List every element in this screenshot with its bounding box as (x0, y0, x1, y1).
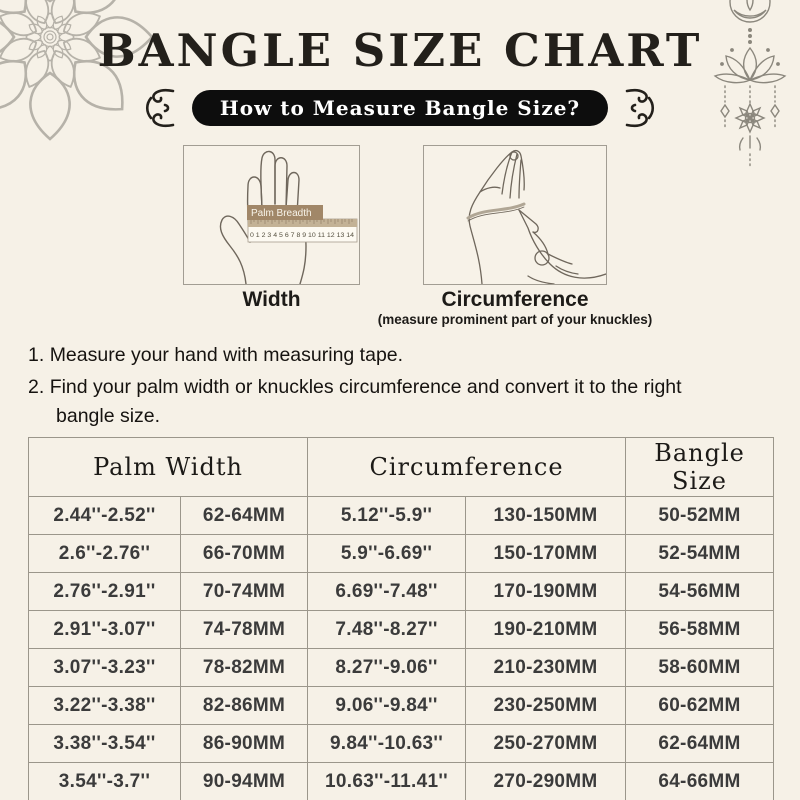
instruction-item (28, 341, 738, 370)
table-cell: 8.27''-9.06'' (308, 649, 466, 687)
ruler-numbers: 0 1 2 3 4 5 6 7 8 9 10 11 12 13 14 (250, 233, 355, 239)
width-diagram-box (183, 145, 360, 285)
instruction-text: Find your palm width or knuckles circumference and convert it to the right bangle size. (49, 376, 682, 427)
table-cell: 5.12''-5.9'' (308, 497, 466, 535)
table-cell: 86-90MM (181, 725, 308, 763)
table-cell: 58-60MM (626, 649, 774, 687)
table-cell: 3.54''-3.7'' (29, 763, 181, 800)
table-cell: 64-66MM (626, 763, 774, 800)
table-cell: 2.91''-3.07'' (29, 611, 181, 649)
table-cell: 2.6''-2.76'' (29, 535, 181, 573)
table-row (29, 535, 774, 573)
table-cell: 70-74MM (181, 573, 308, 611)
page-title: BANGLE SIZE CHART (97, 24, 703, 77)
table-row (29, 763, 774, 800)
instruction-item (28, 373, 738, 431)
instruction-number: 2. (28, 376, 45, 398)
table-cell: 52-54MM (626, 535, 774, 573)
table-cell: 6.69''-7.48'' (308, 573, 466, 611)
header-bangle-size: Bangle Size (626, 438, 774, 497)
hand-circumference-icon (424, 146, 606, 284)
table-cell: 10.63''-11.41'' (308, 763, 466, 800)
table-cell: 54-56MM (626, 573, 774, 611)
how-to-measure-badge: How to Measure Bangle Size? (192, 90, 608, 126)
instruction-text: Measure your hand with measuring tape. (49, 344, 404, 366)
table-cell: 270-290MM (466, 763, 626, 800)
table-cell: 3.38''-3.54'' (29, 725, 181, 763)
table-cell: 3.22''-3.38'' (29, 687, 181, 725)
table-cell: 2.76''-2.91'' (29, 573, 181, 611)
table-cell: 7.48''-8.27'' (308, 611, 466, 649)
hand-width-icon (184, 146, 359, 284)
table-cell: 9.06''-9.84'' (308, 687, 466, 725)
table-cell: 230-250MM (466, 687, 626, 725)
table-cell: 66-70MM (181, 535, 308, 573)
table-cell: 82-86MM (181, 687, 308, 725)
palm-breadth-label: Palm Breadth (251, 208, 312, 219)
flourish-right-icon (621, 86, 657, 130)
table-cell: 150-170MM (466, 535, 626, 573)
table-cell: 78-82MM (181, 649, 308, 687)
table-cell: 56-58MM (626, 611, 774, 649)
table-cell: 9.84''-10.63'' (308, 725, 466, 763)
table-cell: 62-64MM (626, 725, 774, 763)
table-cell: 74-78MM (181, 611, 308, 649)
badge-row (0, 86, 800, 130)
circumference-caption: Circumference (441, 288, 589, 311)
table-row (29, 573, 774, 611)
table-cell: 170-190MM (466, 573, 626, 611)
table-header-row (29, 438, 774, 497)
table-cell: 62-64MM (181, 497, 308, 535)
size-chart-table (28, 437, 774, 800)
table-cell: 130-150MM (466, 497, 626, 535)
instruction-number: 1. (28, 344, 45, 366)
header-palm-width: Palm Width (29, 438, 308, 497)
table-cell: 2.44''-2.52'' (29, 497, 181, 535)
table-row (29, 687, 774, 725)
table-row (29, 611, 774, 649)
table-cell: 90-94MM (181, 763, 308, 800)
flourish-left-icon (143, 86, 179, 130)
table-cell: 5.9''-6.69'' (308, 535, 466, 573)
table-row (29, 497, 774, 535)
table-cell: 250-270MM (466, 725, 626, 763)
header-circumference: Circumference (308, 438, 626, 497)
circumference-diagram-box (423, 145, 607, 285)
table-cell: 50-52MM (626, 497, 774, 535)
table-cell: 60-62MM (626, 687, 774, 725)
table-row (29, 649, 774, 687)
table-cell: 3.07''-3.23'' (29, 649, 181, 687)
table-row (29, 725, 774, 763)
width-caption: Width (242, 288, 301, 311)
instructions-list (28, 341, 738, 434)
table-cell: 210-230MM (466, 649, 626, 687)
table-cell: 190-210MM (466, 611, 626, 649)
circumference-note: (measure prominent part of your knuckles) (377, 312, 653, 327)
